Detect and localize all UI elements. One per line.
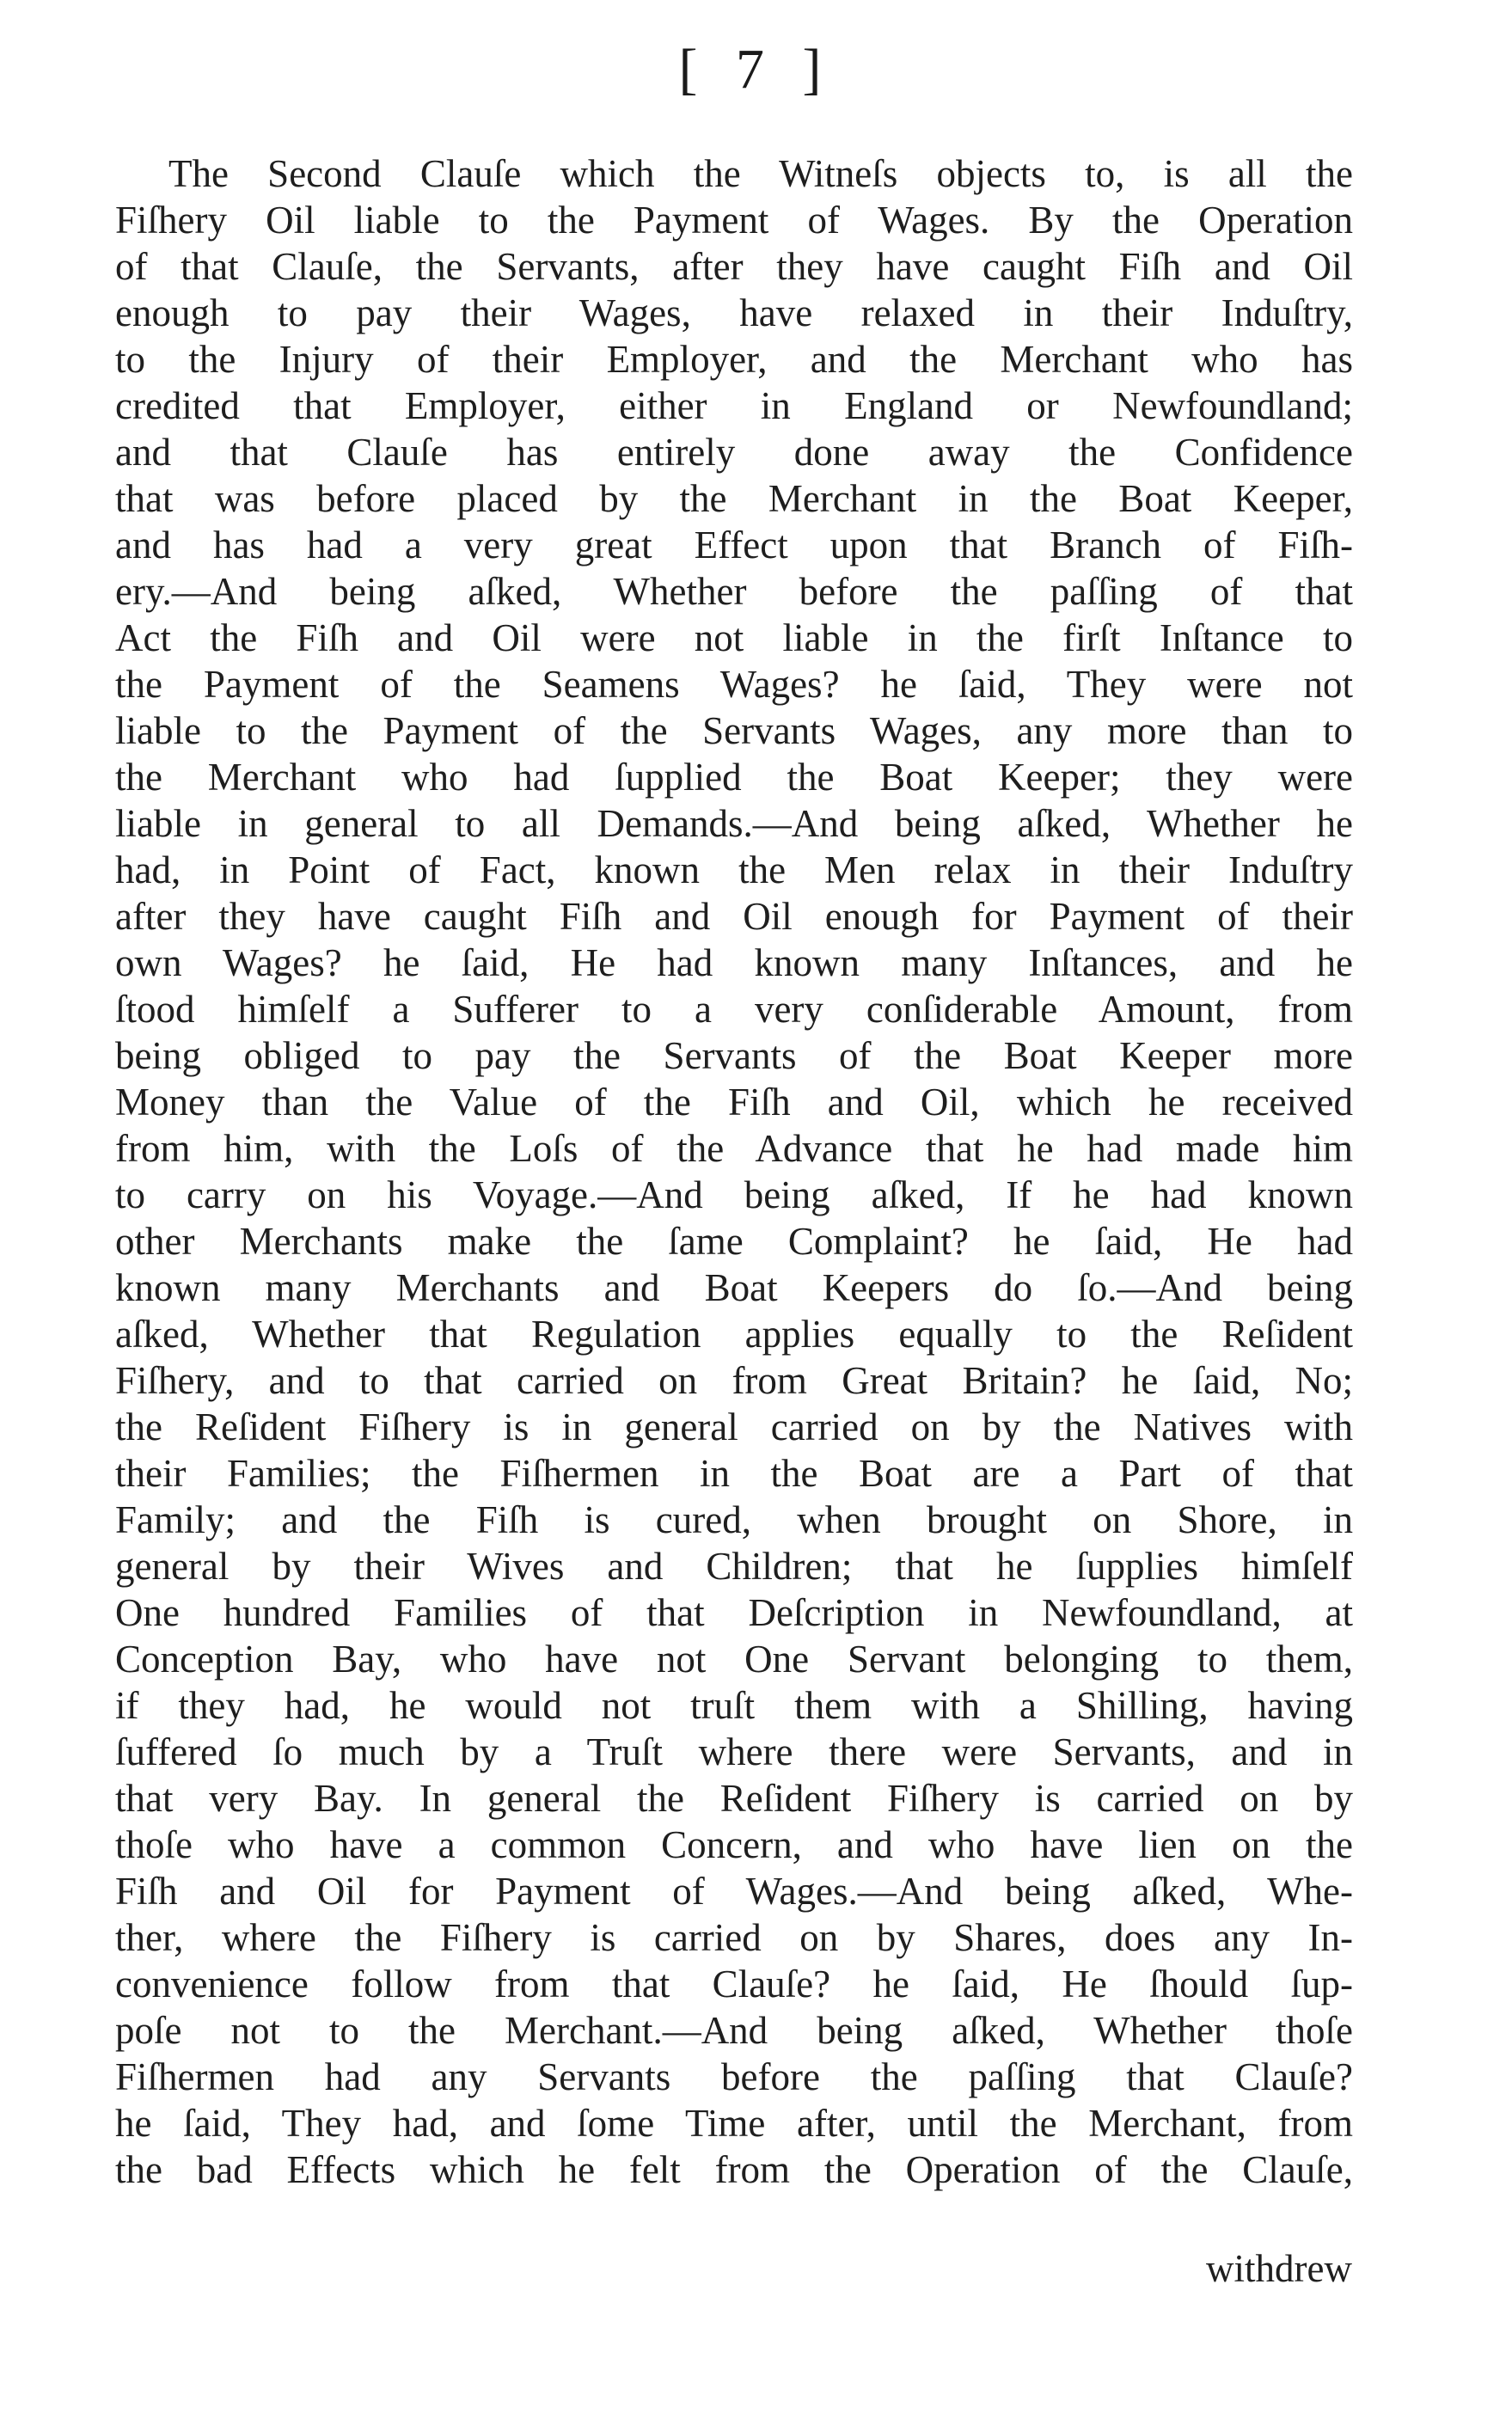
- text-line: that very Bay. In general the Reſident Fiſhery is carried on by: [115, 1777, 1353, 1820]
- text-line: ſuffered ſo much by a Truſt where there were Servants, and in: [115, 1730, 1353, 1773]
- text-line: being obliged to pay the Servants of the Boat Keeper more: [115, 1034, 1353, 1077]
- text-line: Fiſh and Oil for Payment of Wages.—And being aſked, Whe-: [115, 1870, 1353, 1913]
- text-line: Conception Bay, who have not One Servant belonging to them,: [115, 1638, 1353, 1681]
- body-text: [115, 150, 1353, 2193]
- text-line: and has had a very great Effect upon that Branch of Fiſh-: [115, 524, 1353, 566]
- text-line: that was before placed by the Merchant in the Boat Keeper,: [115, 477, 1353, 520]
- text-line: had, in Point of Fact, known the Men relax in their Induſtry: [115, 848, 1353, 891]
- text-line: ſtood himſelf a Sufferer to a very conſiderable Amount, from: [115, 988, 1353, 1031]
- text-line: The Second Clauſe which the Witneſs objects to, is all the: [168, 152, 1353, 195]
- text-line: other Merchants make the ſame Complaint? he ſaid, He had: [115, 1220, 1353, 1263]
- text-line: to carry on his Voyage.—And being aſked, If he had known: [115, 1173, 1353, 1216]
- text-line: after they have caught Fiſh and Oil enough for Payment of their: [115, 895, 1353, 938]
- text-line: if they had, he would not truſt them with a Shilling, having: [115, 1684, 1353, 1727]
- text-line: One hundred Families of that Deſcription in Newfoundland, at: [115, 1591, 1353, 1634]
- text-line: Fiſhermen had any Servants before the paſſing that Clauſe?: [115, 2055, 1353, 2098]
- text-line: ery.—And being aſked, Whether before the paſſing of that: [115, 570, 1353, 613]
- text-line: Fiſhery Oil liable to the Payment of Wages. By the Operation: [115, 199, 1353, 242]
- text-line: and that Clauſe has entirely done away the Confidence: [115, 431, 1353, 474]
- text-line: the Reſident Fiſhery is in general carried on by the Natives with: [115, 1405, 1353, 1448]
- text-line: thoſe who have a common Concern, and who have lien on the: [115, 1823, 1353, 1866]
- text-line: Money than the Value of the Fiſh and Oil, which he received: [115, 1081, 1353, 1124]
- text-line: enough to pay their Wages, have relaxed in their Induſtry,: [115, 291, 1353, 334]
- text-line: he ſaid, They had, and ſome Time after, until the Merchant, from: [115, 2102, 1353, 2145]
- text-line: general by their Wives and Children; that he ſupplies himſelf: [115, 1545, 1353, 1588]
- catchword: withdrew: [1206, 2247, 1352, 2290]
- text-line: Act the Fiſh and Oil were not liable in the firſt Inſtance to: [115, 616, 1353, 659]
- text-line: Fiſhery, and to that carried on from Great Britain? he ſaid, No;: [115, 1359, 1353, 1402]
- text-line: convenience follow from that Clauſe? he ſaid, He ſhould ſup-: [115, 1963, 1353, 2006]
- text-line: to the Injury of their Employer, and the Merchant who has: [115, 338, 1353, 381]
- text-line: liable in general to all Demands.—And being aſked, Whether he: [115, 802, 1353, 845]
- text-line: poſe not to the Merchant.—And being aſked, Whether thoſe: [115, 2009, 1353, 2052]
- text-line: own Wages? he ſaid, He had known many Inſtances, and he: [115, 941, 1353, 984]
- text-line: aſked, Whether that Regulation applies equally to the Reſident: [115, 1313, 1353, 1356]
- text-line: from him, with the Loſs of the Advance that he had made him: [115, 1127, 1353, 1170]
- text-line: the Payment of the Seamens Wages? he ſaid, They were not: [115, 663, 1353, 706]
- text-line: ther, where the Fiſhery is carried on by Shares, does any In-: [115, 1916, 1353, 1959]
- text-line: the bad Effects which he felt from the Operation of the Clauſe,: [115, 2148, 1353, 2191]
- text-line: their Families; the Fiſhermen in the Boat are a Part of that: [115, 1452, 1353, 1495]
- text-line: of that Clauſe, the Servants, after they have caught Fiſh and Oil: [115, 245, 1353, 288]
- text-line: liable to the Payment of the Servants Wages, any more than to: [115, 709, 1353, 752]
- text-line: the Merchant who had ſupplied the Boat Keeper; they were: [115, 756, 1353, 799]
- page-number: [ 7 ]: [678, 38, 834, 101]
- text-line: Family; and the Fiſh is cured, when brought on Shore, in: [115, 1498, 1353, 1541]
- text-line: credited that Employer, either in England or Newfoundland;: [115, 384, 1353, 427]
- text-line: known many Merchants and Boat Keepers do ſo.—And being: [115, 1266, 1353, 1309]
